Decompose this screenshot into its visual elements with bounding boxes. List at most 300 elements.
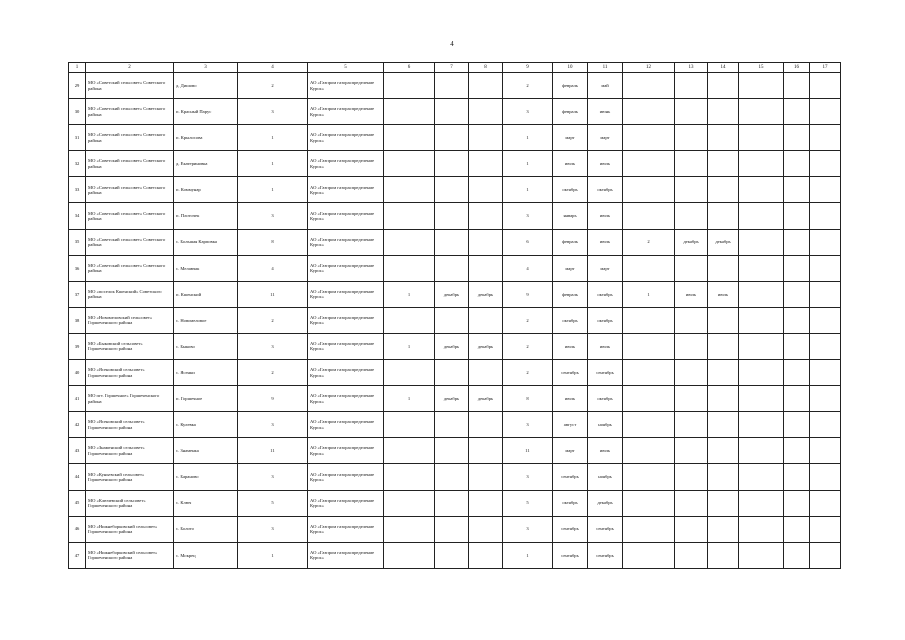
cell-n: 42 <box>69 412 86 438</box>
cell-c7 <box>435 360 469 386</box>
cell-empty-16 <box>784 412 810 438</box>
cell-c4: 1 <box>238 542 308 568</box>
cell-c6 <box>384 99 435 125</box>
cell-c9: 5 <box>503 490 553 516</box>
cell-c8 <box>469 412 503 438</box>
table-row <box>69 281 841 307</box>
column-header-row <box>69 63 841 73</box>
cell-c4: 4 <box>238 255 308 281</box>
cell-org: АО «Газпром газораспределение Курск» <box>308 464 384 490</box>
column-header-6: 6 <box>384 63 435 73</box>
cell-empty-15 <box>739 438 784 464</box>
cell-n: 46 <box>69 516 86 542</box>
column-header-5: 5 <box>308 63 384 73</box>
cell-c7 <box>435 516 469 542</box>
cell-c8 <box>469 99 503 125</box>
cell-c8 <box>469 229 503 255</box>
cell-c13 <box>675 203 708 229</box>
table-row <box>69 333 841 359</box>
cell-empty-15 <box>739 151 784 177</box>
cell-c4: 9 <box>238 386 308 412</box>
cell-empty-16 <box>784 542 810 568</box>
cell-org: АО «Газпром газораспределение Курск» <box>308 255 384 281</box>
cell-c7 <box>435 307 469 333</box>
table-row <box>69 99 841 125</box>
cell-c11: ноябрь <box>588 412 623 438</box>
cell-place: с. Кулевка <box>174 412 238 438</box>
table-row <box>69 386 841 412</box>
cell-n: 41 <box>69 386 86 412</box>
cell-c8 <box>469 125 503 151</box>
cell-empty-16 <box>784 99 810 125</box>
cell-org: АО «Газпром газораспределение Курск» <box>308 438 384 464</box>
cell-empty-16 <box>784 73 810 99</box>
cell-c14 <box>708 542 739 568</box>
column-header-14: 14 <box>708 63 739 73</box>
cell-c7 <box>435 255 469 281</box>
cell-empty-15 <box>739 177 784 203</box>
cell-org: АО «Газпром газораспределение Курск» <box>308 177 384 203</box>
cell-c12 <box>623 516 675 542</box>
cell-n: 32 <box>69 151 86 177</box>
cell-empty-15 <box>739 386 784 412</box>
cell-c13 <box>675 386 708 412</box>
cell-c8 <box>469 360 503 386</box>
cell-c8 <box>469 203 503 229</box>
cell-c10: февраль <box>553 73 588 99</box>
cell-n: 45 <box>69 490 86 516</box>
cell-c8: декабрь <box>469 333 503 359</box>
cell-c6 <box>384 360 435 386</box>
cell-mo: МО «Советский сельсовет» Советского района <box>86 229 174 255</box>
cell-org: АО «Газпром газораспределение Курск» <box>308 386 384 412</box>
cell-c10: сентябрь <box>553 360 588 386</box>
cell-place: д. Екатериновка <box>174 151 238 177</box>
cell-c11: июль <box>588 438 623 464</box>
cell-n: 34 <box>69 203 86 229</box>
cell-c8: декабрь <box>469 386 503 412</box>
cell-c13 <box>675 307 708 333</box>
cell-mo: МО «Новомеловский сельсовет» Горшеченского района <box>86 307 174 333</box>
cell-empty-17 <box>810 203 841 229</box>
cell-empty-15 <box>739 464 784 490</box>
cell-c6 <box>384 412 435 438</box>
cell-c14: декабрь <box>708 229 739 255</box>
cell-c9: 1 <box>503 125 553 151</box>
cell-empty-17 <box>810 99 841 125</box>
cell-empty-15 <box>739 490 784 516</box>
cell-c6 <box>384 151 435 177</box>
cell-org: АО «Газпром газораспределение Курск» <box>308 281 384 307</box>
cell-c6 <box>384 229 435 255</box>
cell-c13 <box>675 255 708 281</box>
column-header-1: 1 <box>69 63 86 73</box>
column-header-16: 16 <box>784 63 810 73</box>
cell-c11: сентябрь <box>588 542 623 568</box>
cell-c6 <box>384 203 435 229</box>
cell-c12 <box>623 333 675 359</box>
cell-mo: МО «Советский сельсовет» Советского района <box>86 177 174 203</box>
cell-n: 35 <box>69 229 86 255</box>
cell-c13 <box>675 438 708 464</box>
column-header-3: 3 <box>174 63 238 73</box>
cell-c6: 1 <box>384 386 435 412</box>
cell-empty-17 <box>810 281 841 307</box>
cell-org: АО «Газпром газораспределение Курск» <box>308 333 384 359</box>
cell-c11: май <box>588 73 623 99</box>
cell-c6 <box>384 255 435 281</box>
cell-mo: МО пгт. Горшечное» Горшеченского района <box>86 386 174 412</box>
column-header-4: 4 <box>238 63 308 73</box>
cell-mo: МО «Быковский сельсовет» Горшеченского района <box>86 333 174 359</box>
cell-empty-15 <box>739 125 784 151</box>
cell-c9: 3 <box>503 203 553 229</box>
cell-place: с. Большая Карповка <box>174 229 238 255</box>
cell-empty-16 <box>784 203 810 229</box>
table-row <box>69 73 841 99</box>
cell-c6 <box>384 516 435 542</box>
cell-empty-15 <box>739 307 784 333</box>
cell-c4: 3 <box>238 333 308 359</box>
cell-c7 <box>435 99 469 125</box>
cell-empty-17 <box>810 151 841 177</box>
cell-c4: 3 <box>238 464 308 490</box>
cell-mo: МО «Ясеновский сельсовет» Горшеченского района <box>86 360 174 386</box>
cell-c4: 3 <box>238 203 308 229</box>
cell-c7 <box>435 177 469 203</box>
cell-c8 <box>469 177 503 203</box>
cell-c9: 9 <box>503 281 553 307</box>
cell-c4: 3 <box>238 412 308 438</box>
cell-place: п. Горшечное <box>174 386 238 412</box>
table-row <box>69 203 841 229</box>
cell-c4: 11 <box>238 281 308 307</box>
cell-c10: март <box>553 255 588 281</box>
cell-c9: 2 <box>503 333 553 359</box>
cell-c11: июль <box>588 203 623 229</box>
cell-org: АО «Газпром газораспределение Курск» <box>308 360 384 386</box>
cell-c11: октябрь <box>588 307 623 333</box>
cell-c9: 11 <box>503 438 553 464</box>
cell-empty-16 <box>784 333 810 359</box>
cell-c7 <box>435 464 469 490</box>
cell-place: с. Новомеловое <box>174 307 238 333</box>
cell-c10: сентябрь <box>553 516 588 542</box>
cell-org: АО «Газпром газораспределение Курск» <box>308 151 384 177</box>
cell-c8: декабрь <box>469 281 503 307</box>
cell-c10: март <box>553 125 588 151</box>
cell-org: АО «Газпром газораспределение Курск» <box>308 203 384 229</box>
cell-c12 <box>623 464 675 490</box>
cell-org: АО «Газпром газораспределение Курск» <box>308 229 384 255</box>
cell-c12 <box>623 542 675 568</box>
cell-empty-17 <box>810 360 841 386</box>
cell-c4: 11 <box>238 438 308 464</box>
cell-c13 <box>675 464 708 490</box>
cell-c12: 2 <box>623 229 675 255</box>
cell-empty-16 <box>784 307 810 333</box>
cell-c8 <box>469 151 503 177</box>
cell-c4: 3 <box>238 99 308 125</box>
cell-c7 <box>435 412 469 438</box>
cell-empty-16 <box>784 255 810 281</box>
cell-empty-17 <box>810 229 841 255</box>
cell-empty-15 <box>739 542 784 568</box>
cell-n: 36 <box>69 255 86 281</box>
cell-c14 <box>708 73 739 99</box>
cell-c11: декабрь <box>588 490 623 516</box>
cell-place: с. Быково <box>174 333 238 359</box>
cell-c4: 8 <box>238 229 308 255</box>
cell-empty-15 <box>739 99 784 125</box>
table-row <box>69 490 841 516</box>
cell-c6 <box>384 177 435 203</box>
cell-c8 <box>469 255 503 281</box>
cell-c14 <box>708 255 739 281</box>
cell-empty-17 <box>810 177 841 203</box>
table-row <box>69 360 841 386</box>
column-header-2: 2 <box>86 63 174 73</box>
cell-c14 <box>708 516 739 542</box>
cell-n: 30 <box>69 99 86 125</box>
cell-c10: сентябрь <box>553 464 588 490</box>
cell-c7: декабрь <box>435 386 469 412</box>
cell-place: с. Мокрец <box>174 542 238 568</box>
cell-mo: МО «Советский сельсовет» Советского района <box>86 125 174 151</box>
cell-n: 43 <box>69 438 86 464</box>
cell-empty-15 <box>739 281 784 307</box>
cell-empty-15 <box>739 333 784 359</box>
cell-c13 <box>675 542 708 568</box>
cell-place: с. Знаменка <box>174 438 238 464</box>
cell-n: 40 <box>69 360 86 386</box>
cell-empty-15 <box>739 203 784 229</box>
cell-c13 <box>675 151 708 177</box>
cell-empty-15 <box>739 255 784 281</box>
cell-c13 <box>675 177 708 203</box>
cell-c10: август <box>553 412 588 438</box>
cell-n: 38 <box>69 307 86 333</box>
cell-c9: 4 <box>503 255 553 281</box>
cell-c13 <box>675 99 708 125</box>
cell-n: 29 <box>69 73 86 99</box>
cell-org: АО «Газпром газораспределение Курск» <box>308 125 384 151</box>
cell-c11: июль <box>588 333 623 359</box>
cell-c10: февраль <box>553 229 588 255</box>
cell-c10: февраль <box>553 281 588 307</box>
cell-n: 33 <box>69 177 86 203</box>
cell-c4: 1 <box>238 151 308 177</box>
table-row <box>69 412 841 438</box>
cell-c13 <box>675 412 708 438</box>
cell-c13 <box>675 490 708 516</box>
cell-c14 <box>708 464 739 490</box>
cell-empty-15 <box>739 516 784 542</box>
cell-empty-17 <box>810 464 841 490</box>
cell-c7 <box>435 438 469 464</box>
table-row <box>69 125 841 151</box>
cell-c4: 2 <box>238 73 308 99</box>
cell-c6 <box>384 307 435 333</box>
cell-empty-16 <box>784 360 810 386</box>
cell-c10: март <box>553 438 588 464</box>
cell-c12 <box>623 412 675 438</box>
cell-mo: МО «Советский сельсовет» Советского района <box>86 151 174 177</box>
cell-c14 <box>708 386 739 412</box>
cell-org: АО «Газпром газораспределение Курск» <box>308 490 384 516</box>
column-header-11: 11 <box>588 63 623 73</box>
table-row <box>69 464 841 490</box>
cell-empty-17 <box>810 333 841 359</box>
cell-c13 <box>675 125 708 151</box>
cell-c13 <box>675 333 708 359</box>
cell-c9: 1 <box>503 542 553 568</box>
cell-empty-17 <box>810 490 841 516</box>
cell-mo: МО «Куньевский сельсовет» Горшеченского района <box>86 464 174 490</box>
cell-empty-16 <box>784 516 810 542</box>
cell-org: АО «Газпром газораспределение Курск» <box>308 542 384 568</box>
cell-c8 <box>469 516 503 542</box>
cell-c14 <box>708 99 739 125</box>
cell-c12 <box>623 360 675 386</box>
cell-empty-17 <box>810 412 841 438</box>
cell-empty-17 <box>810 73 841 99</box>
cell-c12 <box>623 203 675 229</box>
cell-c9: 2 <box>503 307 553 333</box>
cell-empty-17 <box>810 125 841 151</box>
column-header-15: 15 <box>739 63 784 73</box>
cell-c4: 3 <box>238 516 308 542</box>
cell-c14 <box>708 490 739 516</box>
cell-c9: 1 <box>503 177 553 203</box>
cell-c6 <box>384 73 435 99</box>
cell-place: с. Бараново <box>174 464 238 490</box>
cell-c7 <box>435 229 469 255</box>
cell-c7 <box>435 490 469 516</box>
cell-c11: сентябрь <box>588 360 623 386</box>
cell-place: п. Красный Парус <box>174 99 238 125</box>
cell-mo: МО «Нижнеборковский сельсовет» Горшеченского района <box>86 516 174 542</box>
cell-c10: июль <box>553 151 588 177</box>
cell-c11: октябрь <box>588 281 623 307</box>
cell-c14 <box>708 333 739 359</box>
cell-c4: 2 <box>238 307 308 333</box>
table-body <box>69 73 841 569</box>
cell-c11: март <box>588 255 623 281</box>
cell-n: 31 <box>69 125 86 151</box>
cell-mo: МО «Ключевский сельсовет» Горшеченского района <box>86 490 174 516</box>
cell-c12 <box>623 307 675 333</box>
column-header-13: 13 <box>675 63 708 73</box>
table-row <box>69 307 841 333</box>
cell-empty-17 <box>810 438 841 464</box>
cell-c14 <box>708 438 739 464</box>
cell-c9: 3 <box>503 516 553 542</box>
cell-c12 <box>623 490 675 516</box>
cell-c9: 8 <box>503 386 553 412</box>
cell-empty-16 <box>784 151 810 177</box>
cell-c9: 3 <box>503 412 553 438</box>
cell-c11: июнь <box>588 99 623 125</box>
cell-place: п. Кшенский <box>174 281 238 307</box>
cell-empty-16 <box>784 229 810 255</box>
cell-mo: МО «Нижнеборковский сельсовет» Горшеченского района <box>86 542 174 568</box>
cell-empty-17 <box>810 255 841 281</box>
cell-org: АО «Газпром газораспределение Курск» <box>308 307 384 333</box>
column-header-10: 10 <box>553 63 588 73</box>
table-row <box>69 229 841 255</box>
cell-c12 <box>623 151 675 177</box>
cell-c8 <box>469 490 503 516</box>
cell-c4: 5 <box>238 490 308 516</box>
cell-c4: 2 <box>238 360 308 386</box>
cell-c12 <box>623 255 675 281</box>
cell-c9: 6 <box>503 229 553 255</box>
cell-c9: 2 <box>503 73 553 99</box>
cell-c7 <box>435 125 469 151</box>
cell-c14 <box>708 307 739 333</box>
cell-c8 <box>469 438 503 464</box>
cell-place: п. Коммунар <box>174 177 238 203</box>
cell-c7 <box>435 542 469 568</box>
cell-c14 <box>708 360 739 386</box>
cell-empty-17 <box>810 386 841 412</box>
cell-empty-15 <box>739 360 784 386</box>
cell-c8 <box>469 542 503 568</box>
cell-place: п. Плоточек <box>174 203 238 229</box>
cell-c10: сентябрь <box>553 542 588 568</box>
cell-place: д. Дишово <box>174 73 238 99</box>
cell-place: с. Ключ <box>174 490 238 516</box>
cell-c6 <box>384 490 435 516</box>
cell-c12 <box>623 73 675 99</box>
column-header-7: 7 <box>435 63 469 73</box>
cell-c10: июль <box>553 386 588 412</box>
cell-c11: сентябрь <box>588 516 623 542</box>
cell-mo: МО «Советский сельсовет» Советского района <box>86 73 174 99</box>
cell-empty-16 <box>784 177 810 203</box>
cell-c9: 2 <box>503 360 553 386</box>
cell-c13 <box>675 516 708 542</box>
cell-c12: 1 <box>623 281 675 307</box>
column-header-8: 8 <box>469 63 503 73</box>
cell-c13: июль <box>675 281 708 307</box>
cell-empty-16 <box>784 464 810 490</box>
column-header-17: 17 <box>810 63 841 73</box>
table-row <box>69 255 841 281</box>
cell-place: с. Ясенки <box>174 360 238 386</box>
cell-c9: 1 <box>503 151 553 177</box>
cell-c13 <box>675 360 708 386</box>
schedule-table <box>68 62 841 569</box>
cell-c8 <box>469 464 503 490</box>
table-row <box>69 542 841 568</box>
cell-c11: июль <box>588 229 623 255</box>
cell-c11: июль <box>588 151 623 177</box>
cell-org: АО «Газпром газораспределение Курск» <box>308 516 384 542</box>
cell-n: 47 <box>69 542 86 568</box>
cell-c14 <box>708 412 739 438</box>
cell-c4: 1 <box>238 177 308 203</box>
cell-c12 <box>623 386 675 412</box>
cell-c11: октябрь <box>588 386 623 412</box>
cell-c6: 1 <box>384 281 435 307</box>
cell-empty-15 <box>739 73 784 99</box>
cell-c7 <box>435 151 469 177</box>
cell-c10: июль <box>553 333 588 359</box>
cell-c6 <box>384 125 435 151</box>
cell-empty-16 <box>784 438 810 464</box>
